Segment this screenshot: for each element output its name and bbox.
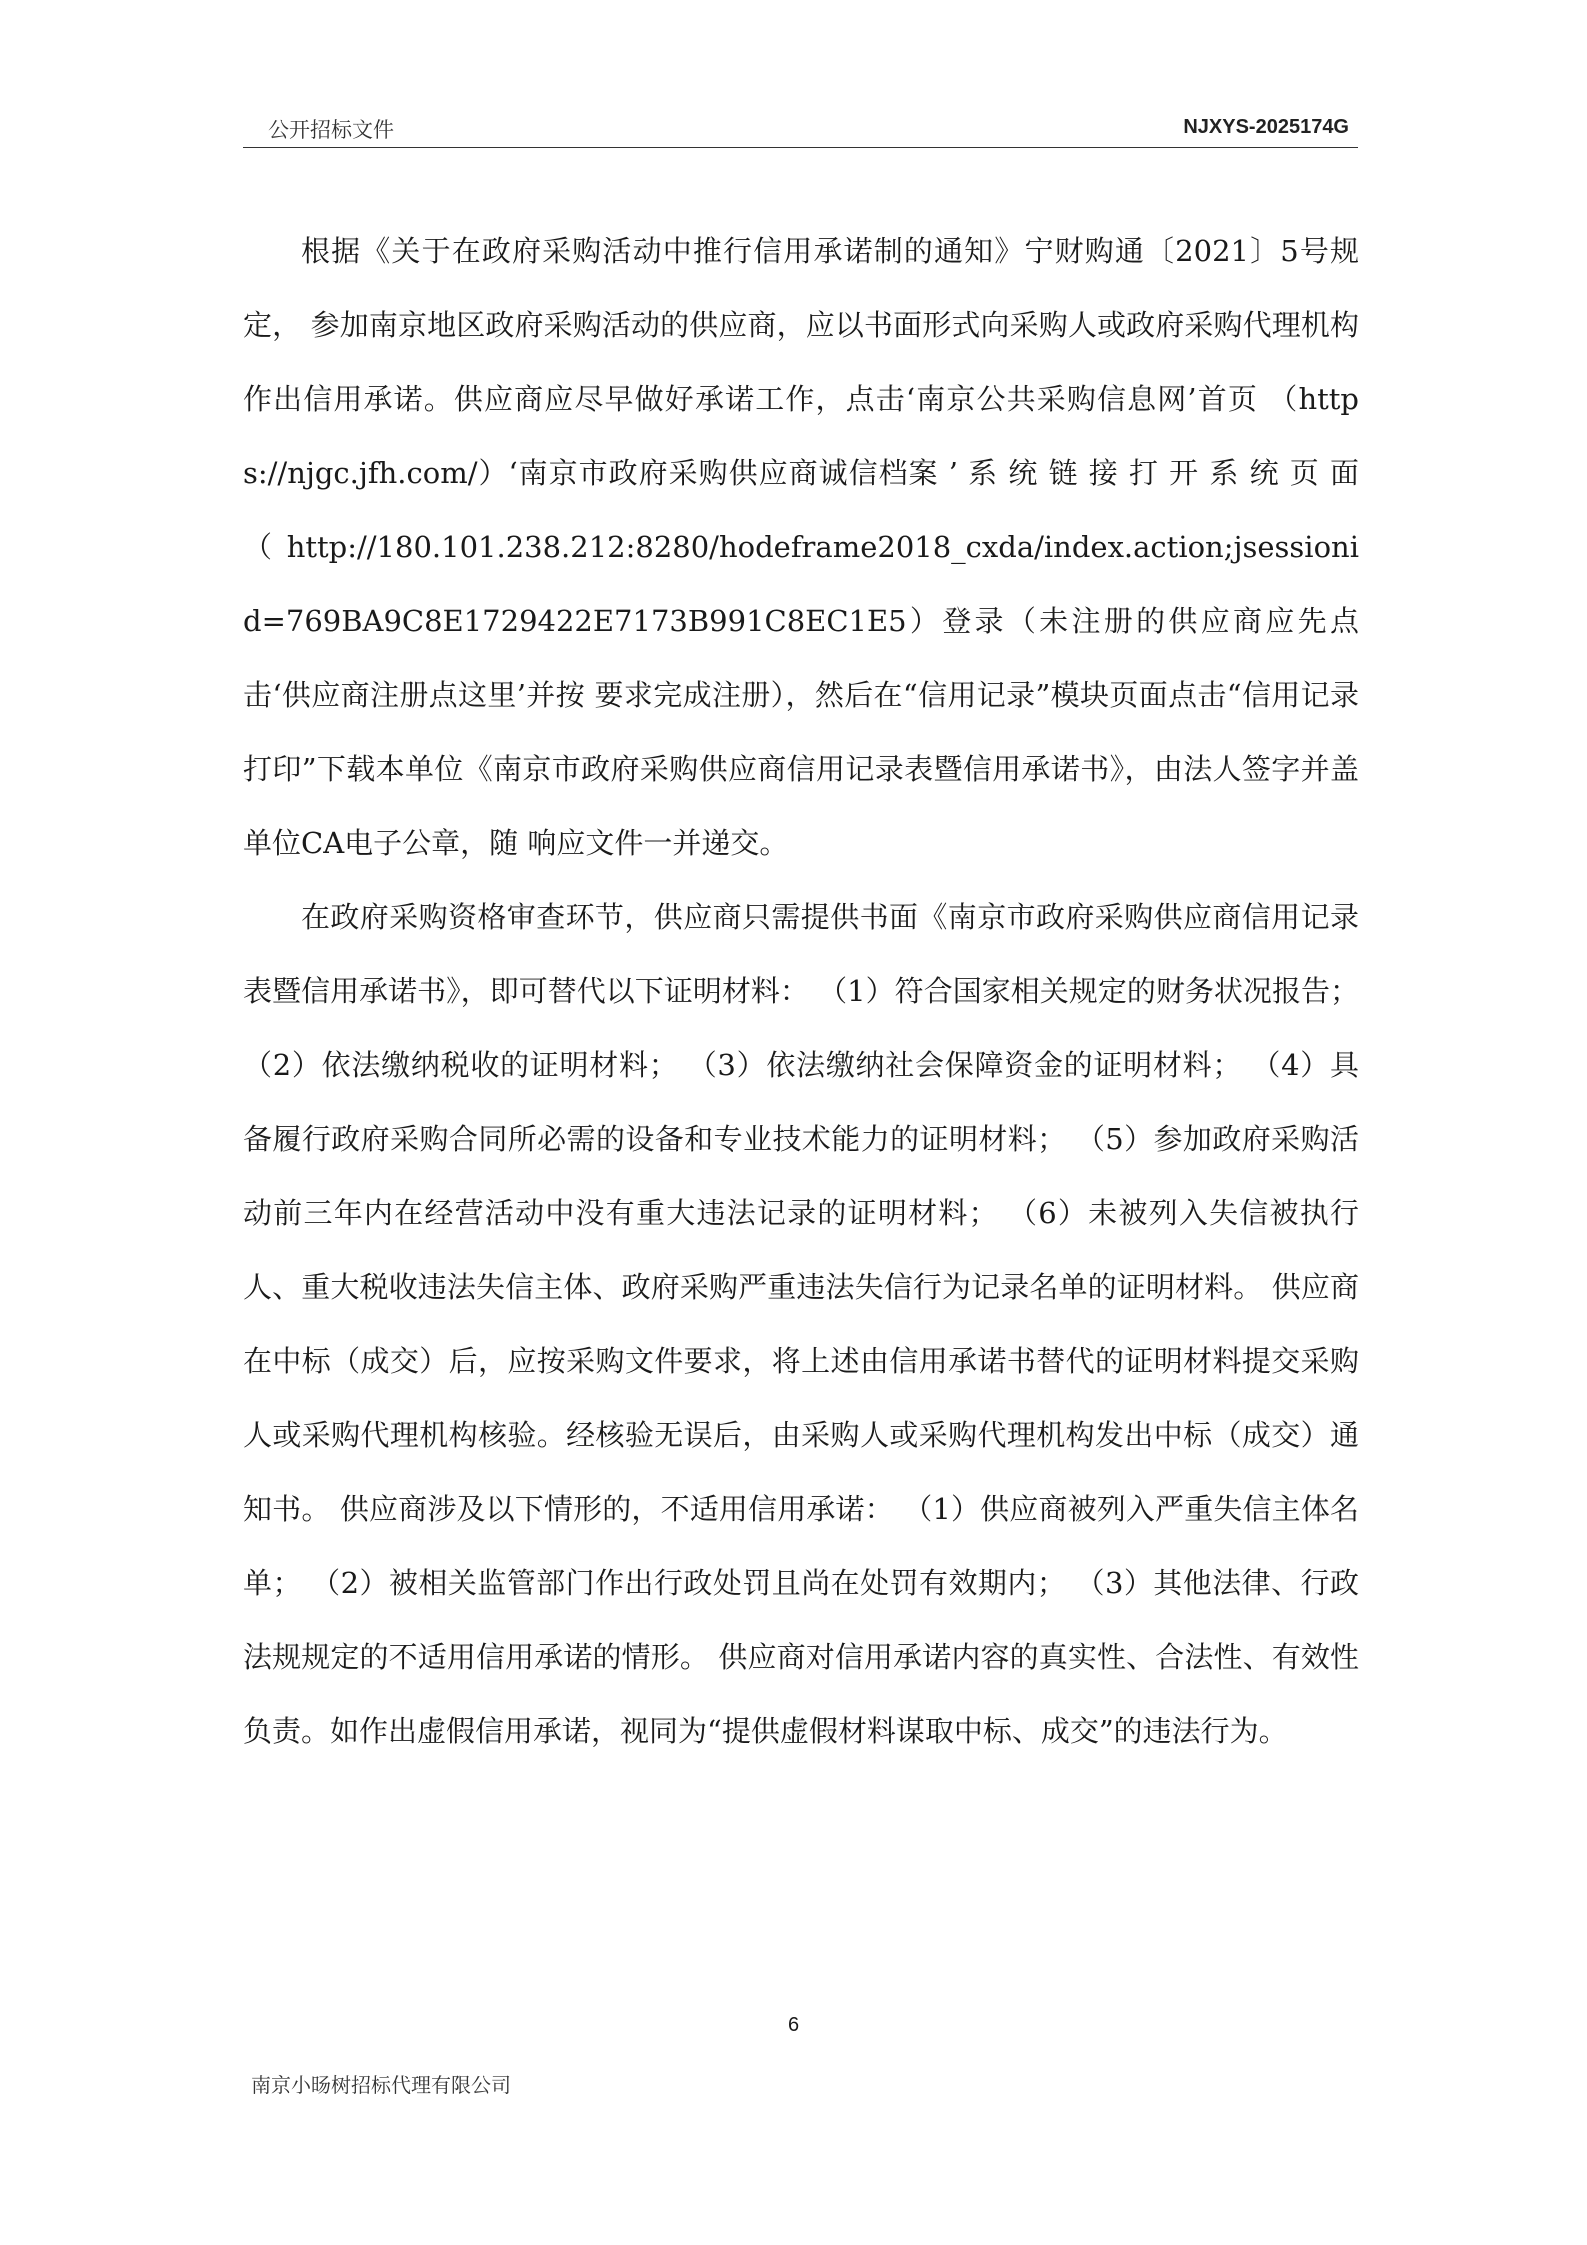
document-body — [243, 214, 1359, 1768]
header-doc-type: 公开招标文件 — [268, 118, 394, 142]
header-divider — [243, 147, 1358, 148]
paragraph-qualification-review: 在政府采购资格审查环节，供应商只需提供书面《南京市政府采购供应商信用记录表暨信用承诺书》，即可替代以下证明材料： （1）符合国家相关规定的财务状况报告； （2）依法缴纳税收的证明材料； （3）依法缴纳社会保障资金的证明材料； （4）具备履行政府采购合同所必需的设备和专业技术能力的证明材料； （5）参加政府采购活动前三年内在经营活动中没有重大违法记录的证明材料； （6）未被列入失信被执行人、重大税收违法失信主体、政府采购严重违法失信行为记录名单的证明材料。 供应商在中标（成交）后，应按采购文件要求，将上述由信用承诺书替代的证明材料提交采购人或采购代理机构核验。经核验无误后，由采购人或采购代理机构发出中标（成交）通知书。 供应商涉及以下情形的，不适用信用承诺： （1）供应商被列入严重失信主体名单； （2）被相关监管部门作出行政处罚且尚在处罚有效期内； （3）其他法律、行政法规规定的不适用信用承诺的情形。 供应商对信用承诺内容的真实性、合法性、有效性负责。如作出虚假信用承诺，视同为“提供虚假材料谋取中标、成交”的违法行为。 — [243, 900, 1359, 1748]
paragraph-credit-commitment-procedure: 根据《关于在政府采购活动中推行信用承诺制的通知》宁财购通〔2021〕5号规定， 参加南京地区政府采购活动的供应商，应以书面形式向采购人或政府采购代理机构作出信用承诺。供应商应尽早做好承诺工作，点击‘南京公共采购信息网’首页 （https://njgc.jfh.com/）‘南京市政府采购供应商诚信档案 ’ 系 统 链 接 打 开 系 统 页 面（http://180.101.238.212:8280/hodeframe2018_cxda/index.action;jsessionid=769BA9C8E1729422E7173B991C8EC1E5）登录（未注册的供应商应先点击‘供应商注册点这里’并按 要求完成注册），然后在“信用记录”模块页面点击“信用记录打印”下载本单位《南京市政府采购供应商信用记录表暨信用承诺书》，由法人签字并盖单位CA电子公章，随 响应文件一并递交。 — [243, 234, 1359, 860]
header-doc-number: NJXYS-2025174G — [1183, 116, 1349, 138]
footer-company-name: 南京小旸树招标代理有限公司 — [251, 2073, 511, 2097]
page-number: 6 — [787, 2014, 800, 2036]
